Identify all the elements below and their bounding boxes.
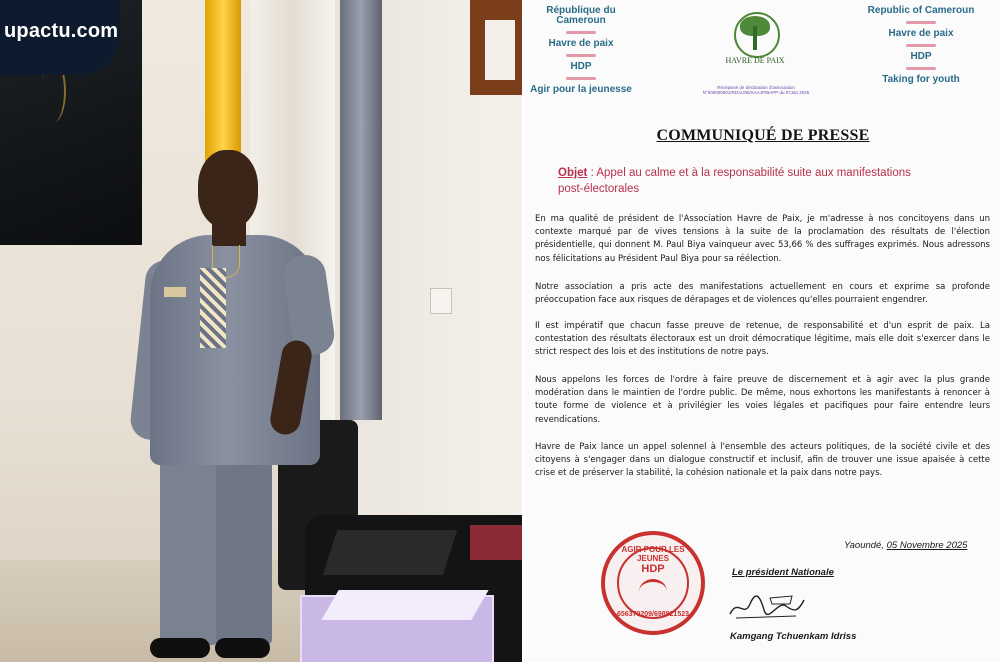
person-leg-left	[160, 455, 218, 645]
date-line: Yaoundé, 05 Novembre 2025	[844, 540, 968, 551]
subject-label: Objet	[558, 167, 588, 179]
paragraph-1: En ma qualité de président de l'Association Havre de Paix, je m'adresse à nos concitoyens dans un contexte marqué par de vives tensions à la suite de la proclamation des résultats de l'élection présidentielle, qui donnent M. Paul Biya vainqueur avec 53,66 % des suffrages exprimés. Nous adressons nos félicitations au Président Paul Biya pour sa réélection.	[535, 214, 990, 264]
dove-icon	[639, 579, 667, 604]
subject-line	[558, 165, 918, 198]
yellow-curtain	[205, 0, 241, 170]
signatory-name: Kamgang Tchuenkam Idriss	[730, 631, 857, 642]
document-title: COMMUNIQUÉ DE PRESSE	[656, 127, 870, 144]
header-left: République du Cameroun Havre de paix HDP Agir pour la jeunesse	[530, 5, 632, 95]
signatory-title: Le président Nationale	[732, 567, 834, 578]
press-release-document	[526, 0, 1000, 662]
emblem-text: HAVRE DE PAIX	[725, 56, 785, 65]
paragraph-4: Nous appelons les forces de l'ordre à faire preuve de discernement et à agir avec la plus grande modération dans le maintien de l'ordre public. De même, nous exhortons les manifestants à renoncer à toute forme de violence et à privilégier les voies légales et pacifiques pour faire entendre leurs revendications.	[535, 375, 990, 425]
site-logo-text: upactu.com	[4, 20, 119, 42]
signature	[726, 590, 808, 622]
header-right: Republic of Cameroun Havre de paix HDP Taking for youth	[867, 5, 975, 85]
embroidery	[200, 268, 226, 348]
official-stamp: AGIR POUR LES JEUNES HDP 656379209/698821523	[601, 531, 705, 635]
person-head	[198, 150, 258, 228]
receipt-text: Récépissé de déclaration d'association N°000000001/RDA/J06/SAAJP/BAPP du 07Jan 2025	[702, 85, 810, 96]
subject-text: : Appel au calme et à la responsabilité suite aux manifestations post-électorales	[558, 167, 911, 196]
red-folder	[470, 525, 522, 560]
paragraph-5: Havre de Paix lance un appel solennel à l'ensemble des acteurs politiques, de la société civile et des citoyens à s'engager dans un dialogue constructif et inclusif, afin de trouver une issue apaisée à cette crise et de préserver la stabilité, la cohésion nationale et la paix dans notre pays.	[535, 442, 990, 479]
site-logo[interactable]	[0, 0, 120, 75]
light-switch	[430, 288, 452, 314]
date: 05 Novembre 2025	[886, 540, 968, 551]
paragraph-2: Notre association a pris acte des manifestations actuellement en cours et exprime sa profonde préoccupation face aux risques de dérapages et de violences qu'elles pourraient engendrer.	[535, 282, 990, 306]
grey-curtain	[340, 0, 382, 420]
person-leg-right	[216, 455, 272, 645]
paragraph-3: Il est impératif que chacun fasse preuve de retenue, de responsabilité et d'un esprit de paix. La contestation des résultats électoraux est un droit démocratique légitime, mais elle doit s'exercer dans le strict respect des lois et des institutions de notre pays.	[535, 321, 990, 358]
